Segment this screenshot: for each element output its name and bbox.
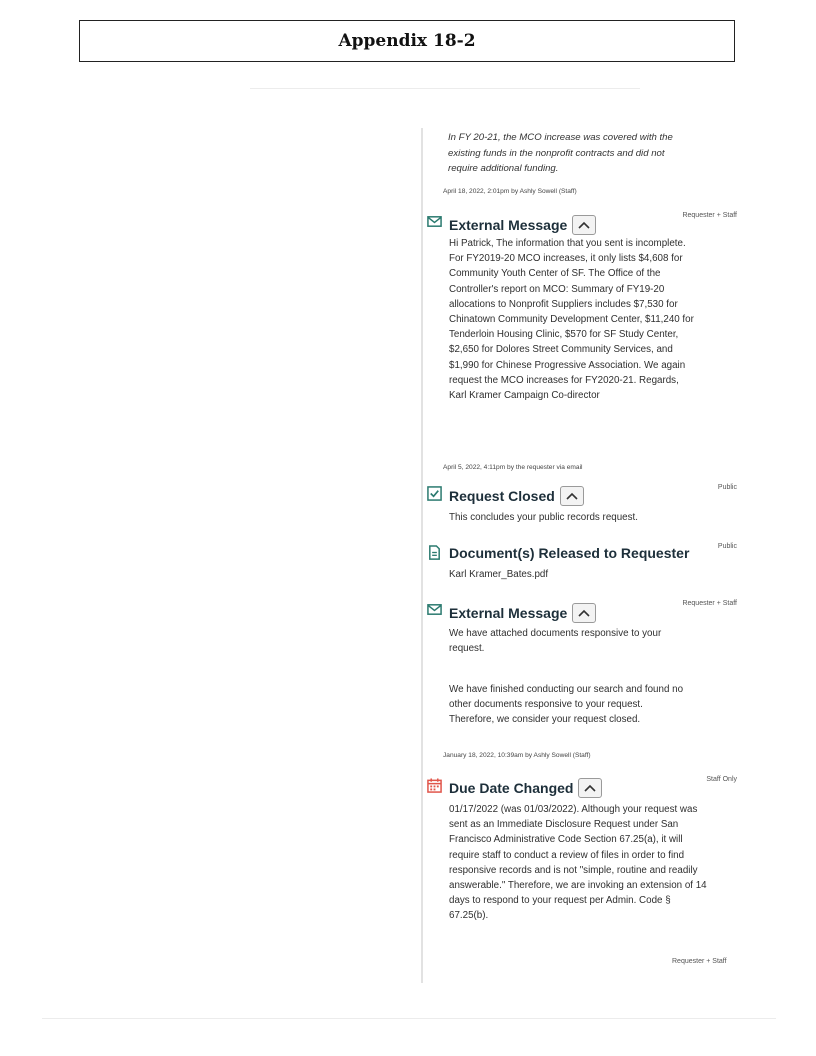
visibility-label: Public <box>717 543 737 550</box>
event-title-text: Document(s) Released to Requester <box>449 545 690 561</box>
document-icon <box>427 545 442 560</box>
event-title <box>449 545 689 561</box>
event-meta: April 5, 2022, 4:11pm by the requester via email <box>443 464 583 471</box>
visibility-label: Requester + Staff <box>682 212 737 219</box>
collapse-button[interactable] <box>560 486 584 506</box>
event-title <box>449 603 596 623</box>
visibility-label: Requester + Staff <box>682 600 737 607</box>
appendix-title: Appendix 18-2 <box>338 31 476 51</box>
collapse-button[interactable] <box>578 778 602 798</box>
event-body: This concludes your public records request. <box>449 512 638 523</box>
event-meta: January 18, 2022, 10:39am by Ashly Sowell (Staff) <box>443 752 591 759</box>
intro-message-text: In FY 20-21, the MCO increase was covered with the existing funds in the nonprofit contracts and did not require additional funding. <box>448 132 673 174</box>
visibility-label-bottom: Requester + Staff <box>672 958 727 965</box>
scan-artifact-line <box>250 88 640 89</box>
event-title-text: Due Date Changed <box>449 780 574 796</box>
envelope-icon <box>427 214 442 229</box>
appendix-header <box>79 20 735 62</box>
intro-meta: April 18, 2022, 2:01pm by Ashly Sowell (Staff) <box>443 188 577 195</box>
envelope-icon <box>427 602 442 617</box>
collapse-button[interactable] <box>572 603 596 623</box>
chevron-up-icon <box>584 784 596 792</box>
collapse-button[interactable] <box>572 215 596 235</box>
scan-artifact-line <box>42 1018 776 1019</box>
calendar-icon <box>427 778 442 793</box>
chevron-up-icon <box>578 221 590 229</box>
chevron-up-icon <box>578 609 590 617</box>
event-title <box>449 215 596 235</box>
released-file-link[interactable]: Karl Kramer_Bates.pdf <box>449 569 549 580</box>
event-title-text: External Message <box>449 217 568 233</box>
event-body-second: We have finished conducting our search and found no other documents responsive to your request. Therefore, we consider your request closed. <box>449 684 684 726</box>
timeline-rule <box>421 128 423 983</box>
visibility-label: Public <box>717 484 737 491</box>
chevron-up-icon <box>566 492 578 500</box>
event-body: 01/17/2022 (was 01/03/2022). Although your request was sent as an Immediate Disclosure Request under San Francisco Administrative Code Section 67.25(a), it will require staff to conduct a review of files in order to find responsive records and is not "simple, routine and readily answerable." Therefore, we are invoking an extension of 14 days to respond to your request per Admin. Code § 67.25(b). <box>449 804 707 922</box>
visibility-label: Staff Only <box>706 776 737 783</box>
event-title-text: Request Closed <box>449 488 555 504</box>
event-title <box>449 778 602 798</box>
event-body: Hi Patrick, The information that you sent is incomplete. For FY2019-20 MCO increases, it only lists $4,608 for Community Youth Center of SF. The Office of the Controller's report on MCO: Summary of FY19-20 allocations to Nonprofit Suppliers includes $7,530 for Chinatown Community Development Center, $11,240 for Tenderloin Housing Clinic, $570 for SF Study Center, $2,650 for Dolores Street Community Services, and $1,990 for Chinese Progressive Association. We again request the MCO increases for FY2020-21. Regards, Karl Kramer Campaign Co-director <box>449 238 694 402</box>
event-title <box>449 486 584 506</box>
event-title-text: External Message <box>449 605 568 621</box>
event-body: We have attached documents responsive to your request. <box>449 628 662 655</box>
checkbox-icon <box>427 486 442 501</box>
